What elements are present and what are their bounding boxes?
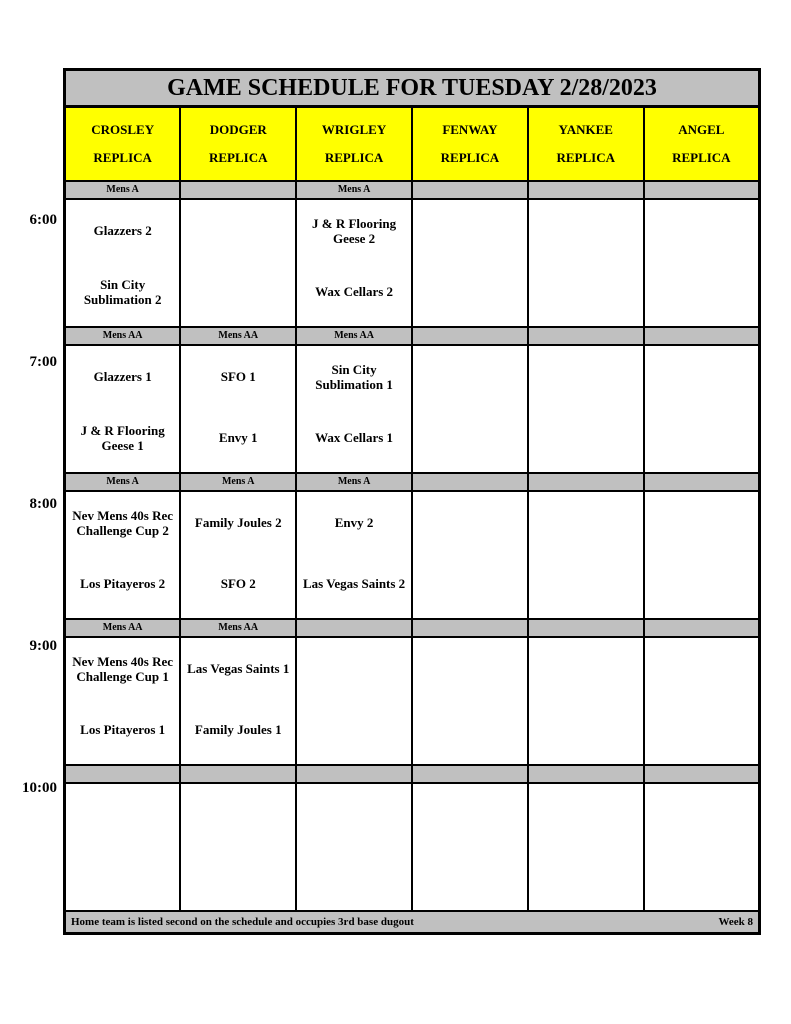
division-cell: Mens A	[296, 473, 412, 491]
game-cell	[296, 637, 412, 765]
away-team	[529, 346, 643, 407]
venue-name: DODGER	[209, 122, 267, 137]
game-cell	[644, 491, 760, 619]
home-team: Los Pitayeros 1	[80, 722, 166, 737]
home-team	[645, 699, 758, 760]
game-cell	[180, 199, 296, 327]
venue-type: REPLICA	[556, 150, 615, 165]
home-team: Wax Cellars 2	[315, 284, 394, 299]
game-cell	[528, 199, 644, 327]
home-team	[297, 845, 411, 906]
venue-name: FENWAY	[442, 122, 498, 137]
time-label: 7:00	[29, 354, 57, 370]
division-cell	[180, 181, 296, 199]
venue-type: REPLICA	[93, 150, 152, 165]
home-team: J & R Flooring Geese 1	[80, 422, 165, 453]
home-team: Family Joules 1	[194, 722, 282, 737]
division-cell	[528, 327, 644, 345]
page-title: GAME SCHEDULE FOR TUESDAY 2/28/2023	[65, 70, 760, 107]
footer-note: Home team is listed second on the schedule and occupies 3rd base dugout	[71, 916, 414, 928]
away-team	[413, 346, 527, 407]
time-label: 8:00	[29, 496, 57, 512]
title-row	[65, 70, 760, 107]
game-cell	[412, 345, 528, 473]
away-team: Glazzers 2	[93, 223, 152, 238]
away-team: Glazzers 1	[93, 369, 152, 384]
division-cell: Mens A	[296, 181, 412, 199]
division-cell	[528, 619, 644, 637]
game-cell	[528, 783, 644, 911]
venue-header-wrigley	[296, 107, 412, 182]
away-team	[529, 638, 643, 699]
game-cell	[644, 637, 760, 765]
away-team	[529, 492, 643, 553]
away-team	[645, 784, 758, 845]
venue-header-yankee	[528, 107, 644, 182]
home-team	[529, 261, 643, 322]
away-team	[413, 200, 527, 261]
division-cell	[412, 619, 528, 637]
venue-type: REPLICA	[208, 150, 268, 165]
game-cell	[528, 491, 644, 619]
game-cell	[412, 783, 528, 911]
division-cell: Mens AA	[65, 327, 181, 345]
game-cell	[528, 345, 644, 473]
division-cell: Mens A	[65, 181, 181, 199]
game-cell	[180, 491, 296, 619]
venue-type: REPLICA	[324, 150, 384, 165]
away-team	[645, 492, 758, 553]
away-team	[297, 638, 411, 699]
away-team	[413, 784, 527, 845]
home-team	[413, 261, 527, 322]
home-team	[645, 261, 758, 322]
venue-type: REPLICA	[672, 150, 731, 165]
division-cell	[528, 765, 644, 783]
away-team	[297, 784, 411, 845]
division-cell: Mens AA	[296, 327, 412, 345]
away-team: SFO 1	[220, 369, 256, 384]
time-label: 9:00	[29, 638, 57, 654]
division-cell	[180, 765, 296, 783]
game-cell	[296, 491, 412, 619]
home-team	[413, 699, 527, 760]
division-cell	[65, 765, 181, 783]
away-team: Nev Mens 40s Rec Challenge Cup 1	[72, 653, 174, 684]
division-cell: Mens AA	[180, 327, 296, 345]
division-cell	[412, 181, 528, 199]
game-row-900	[65, 637, 760, 765]
venue-header-dodger	[180, 107, 296, 182]
home-team: Wax Cellars 1	[315, 430, 394, 445]
venue-header-fenway	[412, 107, 528, 182]
division-row-600	[65, 181, 760, 199]
away-team	[413, 638, 527, 699]
game-schedule-table	[63, 68, 761, 935]
home-team	[645, 553, 758, 614]
away-team: Nev Mens 40s Rec Challenge Cup 2	[72, 507, 174, 538]
away-team: J & R Flooring Geese 2	[312, 215, 397, 246]
division-cell	[644, 181, 760, 199]
venue-header-angel	[644, 107, 760, 182]
away-team: Envy 2	[334, 515, 374, 530]
home-team: Envy 1	[218, 430, 258, 445]
home-team	[413, 845, 527, 906]
home-team	[297, 699, 411, 760]
game-cell	[180, 783, 296, 911]
home-team	[181, 845, 295, 906]
division-cell	[528, 181, 644, 199]
venue-name: YANKEE	[558, 122, 613, 137]
home-team	[529, 845, 643, 906]
away-team	[66, 784, 179, 845]
home-team	[413, 553, 527, 614]
game-row-700	[65, 345, 760, 473]
game-cell	[180, 345, 296, 473]
division-cell	[412, 765, 528, 783]
home-team	[645, 845, 758, 906]
home-team	[529, 699, 643, 760]
away-team: Sin City Sublimation 1	[315, 361, 393, 392]
division-cell: Mens AA	[180, 619, 296, 637]
division-row-900	[65, 619, 760, 637]
home-team: SFO 2	[220, 576, 256, 591]
game-cell	[412, 637, 528, 765]
away-team	[645, 200, 758, 261]
game-cell	[65, 783, 181, 911]
game-cell	[65, 199, 181, 327]
home-team	[529, 407, 643, 468]
division-cell	[644, 473, 760, 491]
game-cell	[644, 783, 760, 911]
division-cell	[644, 327, 760, 345]
venue-header-crosley	[65, 107, 181, 182]
home-team: Sin City Sublimation 2	[83, 276, 162, 307]
away-team	[529, 200, 643, 261]
game-cell	[296, 345, 412, 473]
division-cell	[296, 619, 412, 637]
home-team: Las Vegas Saints 2	[302, 576, 406, 591]
time-label: 10:00	[22, 780, 57, 796]
game-cell	[65, 637, 181, 765]
venue-name: CROSLEY	[91, 122, 155, 137]
game-cell	[412, 491, 528, 619]
game-cell	[644, 345, 760, 473]
game-cell	[296, 199, 412, 327]
home-team	[645, 407, 758, 468]
home-team	[529, 553, 643, 614]
division-cell: Mens A	[180, 473, 296, 491]
game-cell	[412, 199, 528, 327]
away-team	[529, 784, 643, 845]
division-cell	[296, 765, 412, 783]
game-cell	[180, 637, 296, 765]
venue-type: REPLICA	[440, 150, 500, 165]
venue-header-row	[65, 107, 760, 182]
footer-bar	[65, 911, 760, 934]
away-team	[181, 784, 295, 845]
time-label: 6:00	[29, 212, 57, 228]
game-cell	[528, 637, 644, 765]
division-row-800	[65, 473, 760, 491]
game-cell	[65, 345, 181, 473]
division-cell: Mens A	[65, 473, 181, 491]
venue-name: WRIGLEY	[321, 122, 387, 137]
home-team	[66, 845, 179, 906]
division-cell	[412, 473, 528, 491]
game-row-1000	[65, 783, 760, 911]
venue-name: ANGEL	[678, 122, 725, 137]
division-cell	[644, 619, 760, 637]
away-team	[181, 200, 295, 261]
game-cell	[296, 783, 412, 911]
home-team	[413, 407, 527, 468]
home-team	[181, 261, 295, 322]
away-team	[413, 492, 527, 553]
game-cell	[644, 199, 760, 327]
game-cell	[65, 491, 181, 619]
division-cell: Mens AA	[65, 619, 181, 637]
game-row-800	[65, 491, 760, 619]
footer-row	[65, 911, 760, 934]
away-team: Family Joules 2	[194, 515, 282, 530]
division-cell	[528, 473, 644, 491]
game-row-600	[65, 199, 760, 327]
away-team	[645, 638, 758, 699]
home-team: Los Pitayeros 2	[80, 576, 166, 591]
away-team: Las Vegas Saints 1	[187, 661, 290, 676]
division-row-1000	[65, 765, 760, 783]
away-team	[645, 346, 758, 407]
division-cell	[412, 327, 528, 345]
division-row-700	[65, 327, 760, 345]
week-label: Week 8	[718, 916, 753, 928]
division-cell	[644, 765, 760, 783]
